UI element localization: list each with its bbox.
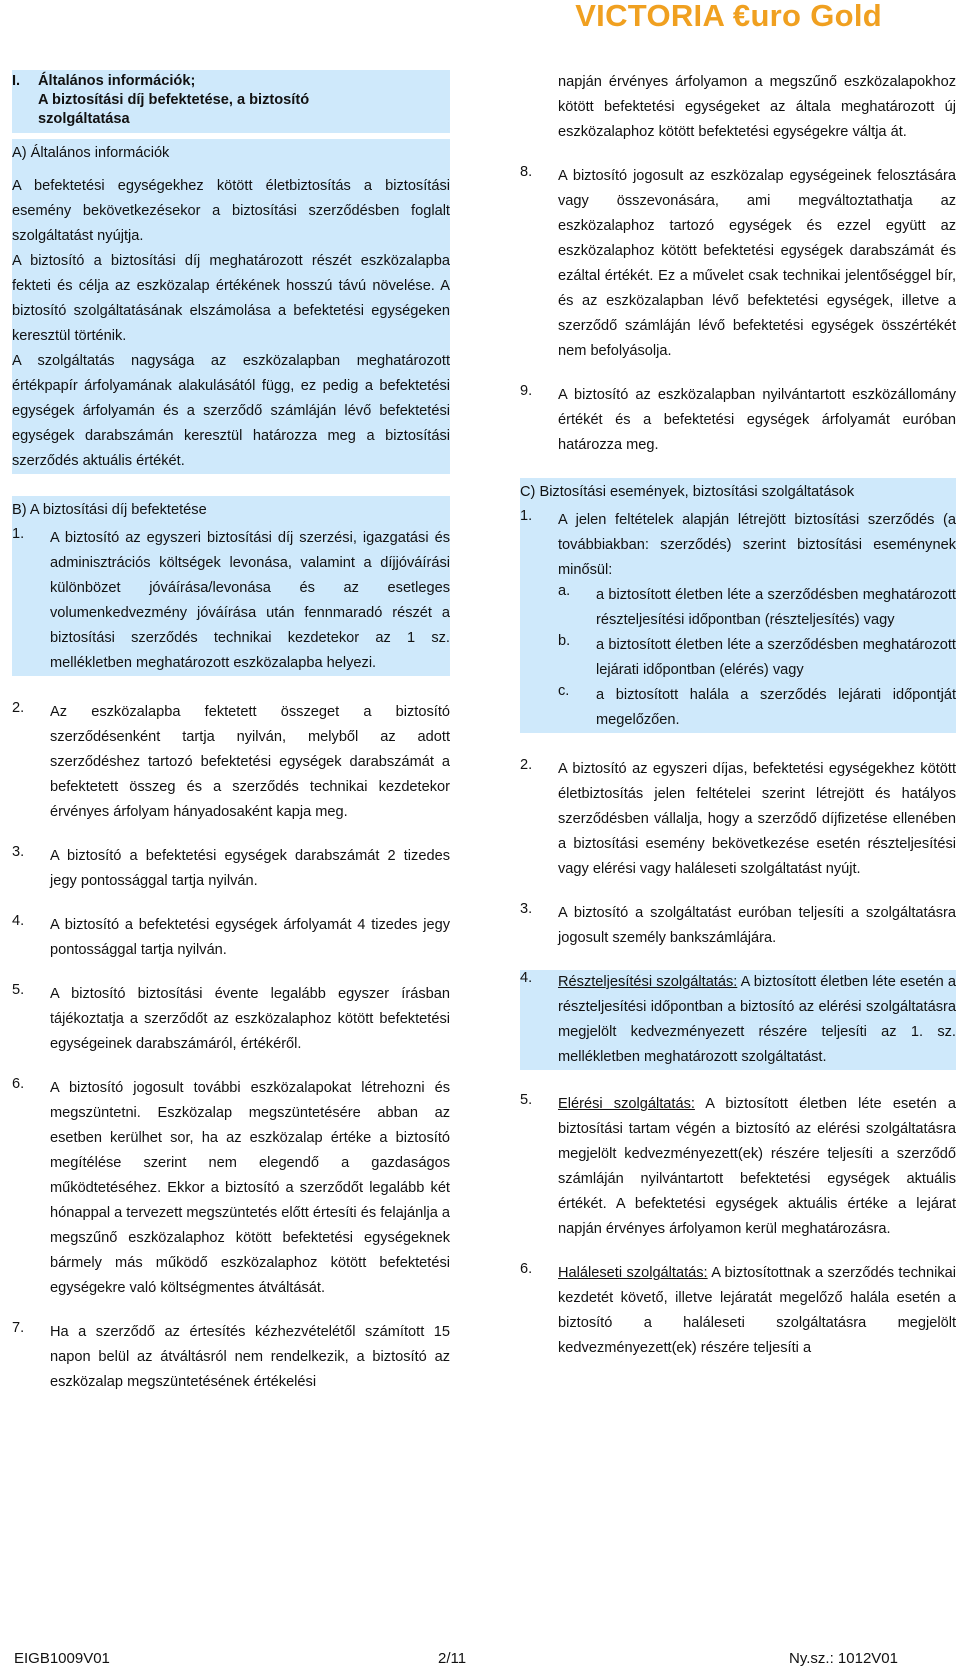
list-item (520, 970, 956, 1070)
list-item-text: A biztosító biztosítási évente legalább egyszer írásban tájékoztatja a szerződőt az eszközalaphoz kötött befektetési egységeinek darabszámáról, értékéről. (50, 986, 450, 1052)
list-item-number: 3. (520, 901, 533, 917)
list-item-text: A biztosító az egyszeri díjas, befektetési egységekhez kötött életbiztosítás jelen feltételei szerint létrejött és hatályos szerződésben vállalja, hogy a szerződő díjfizetése ellenében a biztosítási esemény bekövetkezése esetén részteljesítési vagy elérési vagy haláleseti szolgáltatást nyújt. (558, 761, 956, 877)
list-item (12, 700, 450, 825)
footer-document-code: EIGB1009V01 (14, 1650, 110, 1667)
list-item-number: 5. (12, 982, 25, 998)
list-item (520, 1261, 956, 1361)
list-item-number: 7. (12, 1320, 25, 1336)
section-b-title: B) A biztosítási díj befektetése (12, 502, 207, 518)
list-item-number: 6. (520, 1261, 533, 1277)
list-item-text (558, 970, 956, 1070)
list-item (12, 913, 450, 963)
sub-list-item-text: a biztosított életben léte a szerződésben meghatározott lejárati időpontban (elérés) vagy (596, 637, 956, 678)
section-c (520, 478, 956, 733)
section-a-paragraph: A befektetési egységekhez kötött életbiztosítás a biztosítási esemény bekövetkezésekor a biztosítási szerződésben foglalt szolgáltatást nyújtja. (12, 178, 450, 244)
list-item-body: A biztosítottnak a szerződés technikai kezdetét követő, illetve lejáratát megelőző halála esetén a biztosító a haláleseti szolgáltatásra megjelölt kedvezményezett(ek) részére teljesíti a (558, 1265, 956, 1356)
list-item-title: Haláleseti szolgáltatás: (558, 1265, 708, 1281)
sub-list-item-letter: b. (558, 633, 571, 649)
list-item-title: Elérési szolgáltatás: (558, 1096, 695, 1112)
left-column (12, 70, 450, 1395)
list-item-number: 4. (12, 913, 25, 929)
list-item-text: Az eszközalapba fektetett összeget a biztosító szerződésenként tartja nyilván, melyből az adott szerződéshez tartozó befektetési egységek darabszámát a befektetett összeg és a szerződés technikai kezdetekor érvényes árfolyam hányadosaként kapja meg. (50, 704, 450, 820)
sub-list-item (558, 683, 956, 733)
list-item-number: 6. (12, 1076, 25, 1092)
right-column (520, 70, 956, 1361)
sub-list-item (558, 583, 956, 633)
list-item-title: Részteljesítési szolgáltatás: (558, 974, 738, 990)
list-item-number: 3. (12, 844, 25, 860)
list-item (520, 508, 956, 733)
list-item-number: 9. (520, 383, 533, 399)
list-item-number: 5. (520, 1092, 533, 1108)
heading-line-2: A biztosítási díj befektetése, a biztosító (38, 92, 310, 108)
list-item (12, 1320, 450, 1395)
footer-page-number: 2/11 (438, 1650, 467, 1667)
section-c-title: C) Biztosítási események, biztosítási szolgáltatások (520, 484, 855, 500)
list-item-number: 1. (520, 508, 533, 524)
list-item-number: 2. (12, 700, 25, 716)
list-item-text: Ha a szerződő az értesítés kézhezvételétől számított 15 napon belül az átváltásról nem rendelkezik, a biztosító az eszközalap megszüntetésének értékelési (50, 1324, 450, 1390)
heading-number: I. (12, 73, 21, 89)
brand-title: VICTORIA €uro Gold (575, 0, 882, 33)
list-item-text: A biztosító a szolgáltatást euróban teljesíti a szolgáltatásra jogosult személy bankszámlájára. (558, 905, 956, 946)
section-a-paragraph: A szolgáltatás nagysága az eszközalapban meghatározott értékpapír árfolyamának alakulásától függ, ez pedig a befektetési egységek árfolyamán és a szerződő számláján lévő befektetési egységek darabszámán keresztül határozza meg a biztosítási szerződés aktuális értékét. (12, 353, 450, 469)
list-item-text (558, 1261, 956, 1361)
sub-list-item-letter: c. (558, 683, 570, 699)
list-item-number: 4. (520, 970, 533, 986)
list-item-text (558, 1092, 956, 1242)
sub-list-item (558, 633, 956, 683)
list-item-body: A biztosított életben léte esetén a biztosítási tartam végén a biztosító az elérési szolgáltatásra megjelölt kedvezményezett(ek) részére teljesíti a szerződő számláján nyilvántartott befektetési egységek aktuális értékét. A befektetési egységek aktuális értéke a lejárat napján érvényes árfolyamon kerül meghatározásra. (558, 1096, 956, 1237)
list-item (520, 757, 956, 882)
list-item-text: napján érvényes árfolyamon a megszűnő eszközalapokhoz kötött befektetési egységeket az általa meghatározott új eszközalaphoz kötött befektetési egységekre váltja át. (558, 74, 956, 140)
list-item-text: A biztosító jogosult további eszközalapokat létrehozni és megszüntetni. Eszközalap megszüntetésére abban az esetben kerülhet sor, ha az eszközalap értéke a biztosító megítélése szerint nem elegendő a gazdaságos működtetéséhez. Ekkor a biztosító a szerződőt legalább két hónappal a tervezett megszüntetés előtt értesíti és felajánlja a megszűnő eszközalaphoz kötött befektetési egységeknek bármely más működő eszközalaphoz kötött befektetési egységekre való költségmentes átváltását. (50, 1080, 450, 1296)
section-b (12, 496, 450, 676)
list-item-text: A biztosító jogosult az eszközalap egységeinek felosztására vagy összevonására, ami megváltoztathatja az eszközalaphoz tartozó egységek és ezzel együtt az eszközalaphoz kötött befektetési egységek darabszámát és ezáltal értékét. Ez a művelet csak technikai jelentőséggel bír, és az eszközalapban lévő befektetési egységek, illetve a szerződő számláján lévő befektetési egységek összértékét nem befolyásolja. (558, 168, 956, 359)
list-item (520, 164, 956, 364)
list-item-number: 1. (12, 526, 25, 542)
list-item (12, 1076, 450, 1301)
section-a-paragraph: A biztosító a biztosítási díj meghatározott részét eszközalapba fekteti és célja az eszközalap értékének hosszú távú növelése. A biztosító szolgáltatásának elszámolása a befektetési egységeken keresztül történik. (12, 253, 450, 344)
sub-list-item-text: a biztosított halála a szerződés lejárati időpontját megelőzően. (596, 687, 956, 728)
list-item (520, 1092, 956, 1242)
list-item (520, 901, 956, 951)
list-item-body: A biztosított életben léte esetén a részteljesítési időpontban a biztosító az elérési szolgáltatásra megjelölt kedvezményezett részére teljesíti az 1. sz. mellékletben meghatározott szolgáltatást. (558, 974, 956, 1065)
footer-registration-number: Ny.sz.: 1012V01 (789, 1650, 898, 1667)
list-item-number: 2. (520, 757, 533, 773)
section-a-title: A) Általános információk (12, 145, 170, 161)
heading-line-3: szolgáltatása (38, 111, 130, 127)
heading-line-1: Általános információk; (38, 73, 196, 89)
sub-list-item-text: a biztosított életben léte a szerződésben meghatározott részteljesítési időpontban (részteljesítés) vagy (596, 587, 956, 628)
list-item-number: 8. (520, 164, 533, 180)
list-item-text: A biztosító a befektetési egységek darabszámát 2 tizedes jegy pontossággal tartja nyilván. (50, 848, 450, 889)
list-item-text: A biztosító a befektetési egységek árfolyamát 4 tizedes jegy pontossággal tartja nyilván. (50, 917, 450, 958)
list-item-text: A biztosító az eszközalapban nyilvántartott eszközállomány értékét és a befektetési egységek árfolyamát euróban határozza meg. (558, 387, 956, 453)
list-item (520, 383, 956, 458)
list-item-text: A jelen feltételek alapján létrejött biztosítási szerződés (a továbbiakban: szerződés) szerint biztosítási eseménynek minősül: (558, 512, 956, 578)
list-item (12, 526, 450, 676)
list-item-continuation (520, 70, 956, 145)
section-a (12, 139, 450, 474)
sub-list-item-letter: a. (558, 583, 571, 599)
list-item (12, 982, 450, 1057)
list-item (12, 844, 450, 894)
list-item-text: A biztosító az egyszeri biztosítási díj szerzési, igazgatási és adminisztrációs költségek levonása, valamint a díjjóváírási különbözet jóváírása/levonása és az esetleges volumenkedvezmény jóváírása után fennmaradó részét a biztosítási szerződés technikai kezdetekor az 1 sz. mellékletben meghatározott eszközalapba helyezi. (50, 530, 450, 671)
section-heading (12, 70, 450, 133)
